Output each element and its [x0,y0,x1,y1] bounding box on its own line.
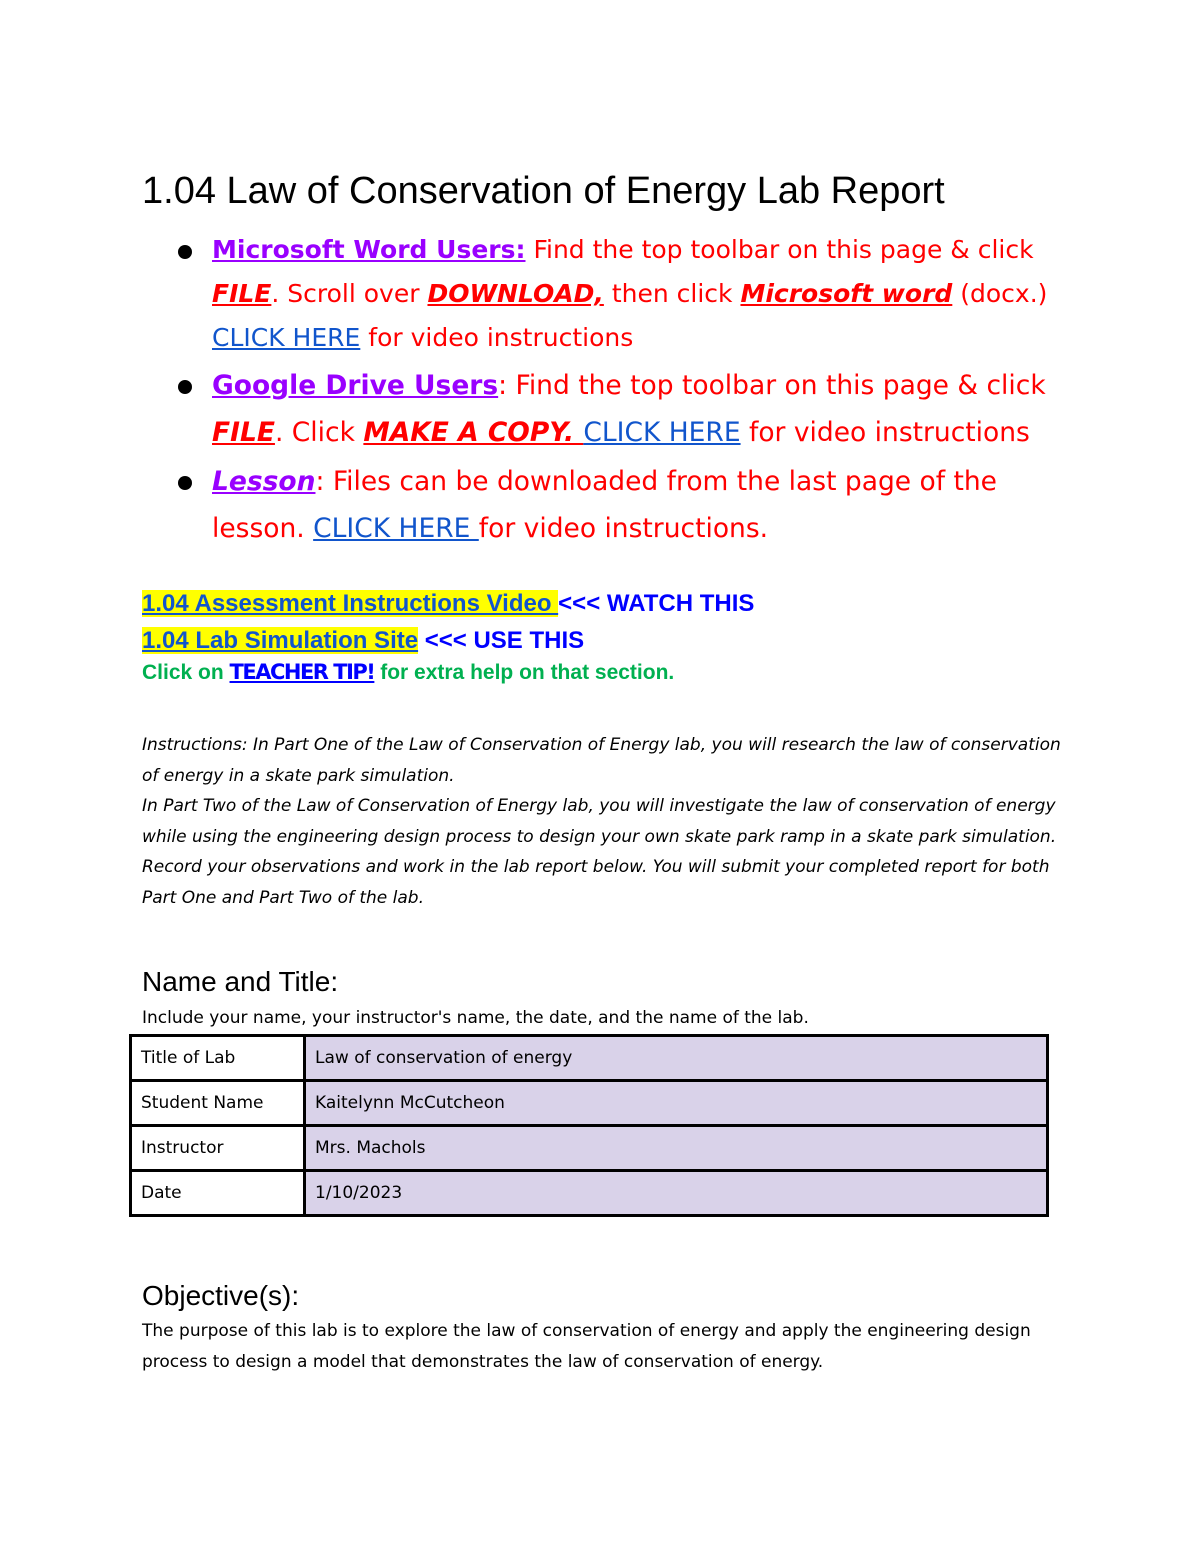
lesson-text-1: : Files can be downloaded from the last page of the lesson. [212,466,997,544]
word-users-label: Microsoft Word Users: [212,235,526,264]
lesson-label: Lesson [212,466,316,497]
word-text-2: . Scroll over [271,279,428,308]
word-video-link[interactable]: CLICK HERE [212,323,361,352]
table-key-cell: Date [131,1171,305,1216]
teacher-tip-prefix: Click on [142,661,230,684]
drive-video-link[interactable]: CLICK HERE [583,417,741,448]
word-text-3: then click [603,279,741,308]
drive-text-1: : Find the top toolbar on this page & click [498,370,1046,401]
teacher-tip-link[interactable]: TEACHER TIP! [229,660,375,684]
word-download-label: DOWNLOAD, [427,279,604,308]
table-row [131,1081,1048,1126]
table-row [131,1036,1048,1081]
lesson-text-2: for video instructions. [478,513,769,544]
bullet-drive-users [170,362,1070,456]
objective-text: The purpose of this lab is to explore the law of conservation of energy and apply the engineering design process to design a model that demonstrates the law of conservation of energy. [142,1321,1031,1372]
assessment-video-suffix: <<< WATCH THIS [558,590,755,617]
lab-info-table [129,1034,1049,1217]
table-key-cell: Title of Lab [131,1036,305,1081]
word-file-label: FILE [212,279,272,308]
drive-text-2: . Click [274,417,364,448]
word-text-4: (docx.) [952,279,1048,308]
drive-file-label: FILE [212,417,275,448]
bullet-dot-icon [178,476,192,490]
word-text-5: for video instructions [360,323,634,352]
lesson-video-link[interactable]: CLICK HERE [313,513,479,544]
assessment-links [142,585,754,659]
assessment-video-line [142,585,754,622]
instructions-part-two: In Part Two of the Law of Conservation of Energy lab, you will investigate the law of conservation of energy while using the engineering design process to design your own skate park ramp in a skate park simulation. Record your observations and work in the lab report below. You will submit your completed report for both Part One and Part Two of the lab. [142,796,1057,908]
teacher-tip-suffix: for extra help on that section. [374,661,675,684]
name-title-heading: Name and Title: [142,966,339,997]
bullet-dot-icon [178,245,192,259]
name-title-subtitle: Include your name, your instructor's name, the date, and the name of the lab. [142,1008,809,1028]
drive-users-label: Google Drive Users [212,370,499,401]
table-key-cell: Student Name [131,1081,305,1126]
objective-heading: Objective(s): [142,1280,300,1311]
instruction-bullets [170,228,1070,554]
drive-text-4: for video instructions [740,417,1030,448]
instructions-part-one: Instructions: In Part One of the Law of Conservation of Energy lab, you will research the law of conservation of energy in a skate park simulation. [142,735,1061,786]
word-text-1: Find the top toolbar on this page & click [525,235,1034,264]
table-value-cell[interactable]: Mrs. Machols [305,1126,1048,1171]
page-title: 1.04 Law of Conservation of Energy Lab Report [142,170,945,212]
lab-sim-suffix: <<< USE THIS [418,627,585,654]
drive-copy-label: MAKE A COPY. [363,417,584,448]
table-value-cell[interactable]: Kaitelynn McCutcheon [305,1081,1048,1126]
table-row [131,1126,1048,1171]
teacher-tip-line [142,660,674,685]
bullet-lesson [170,458,1070,552]
word-msword-label: Microsoft word [740,279,953,308]
bullet-word-users [170,228,1070,360]
lab-sim-line [142,622,754,659]
table-value-cell[interactable]: 1/10/2023 [305,1171,1048,1216]
table-value-cell[interactable]: Law of conservation of energy [305,1036,1048,1081]
table-key-cell: Instructor [131,1126,305,1171]
table-row [131,1171,1048,1216]
lab-simulation-link[interactable]: 1.04 Lab Simulation Site [142,627,419,654]
assessment-video-link[interactable]: 1.04 Assessment Instructions Video [142,590,559,617]
bullet-dot-icon [178,380,192,394]
instructions-block [142,730,1062,913]
